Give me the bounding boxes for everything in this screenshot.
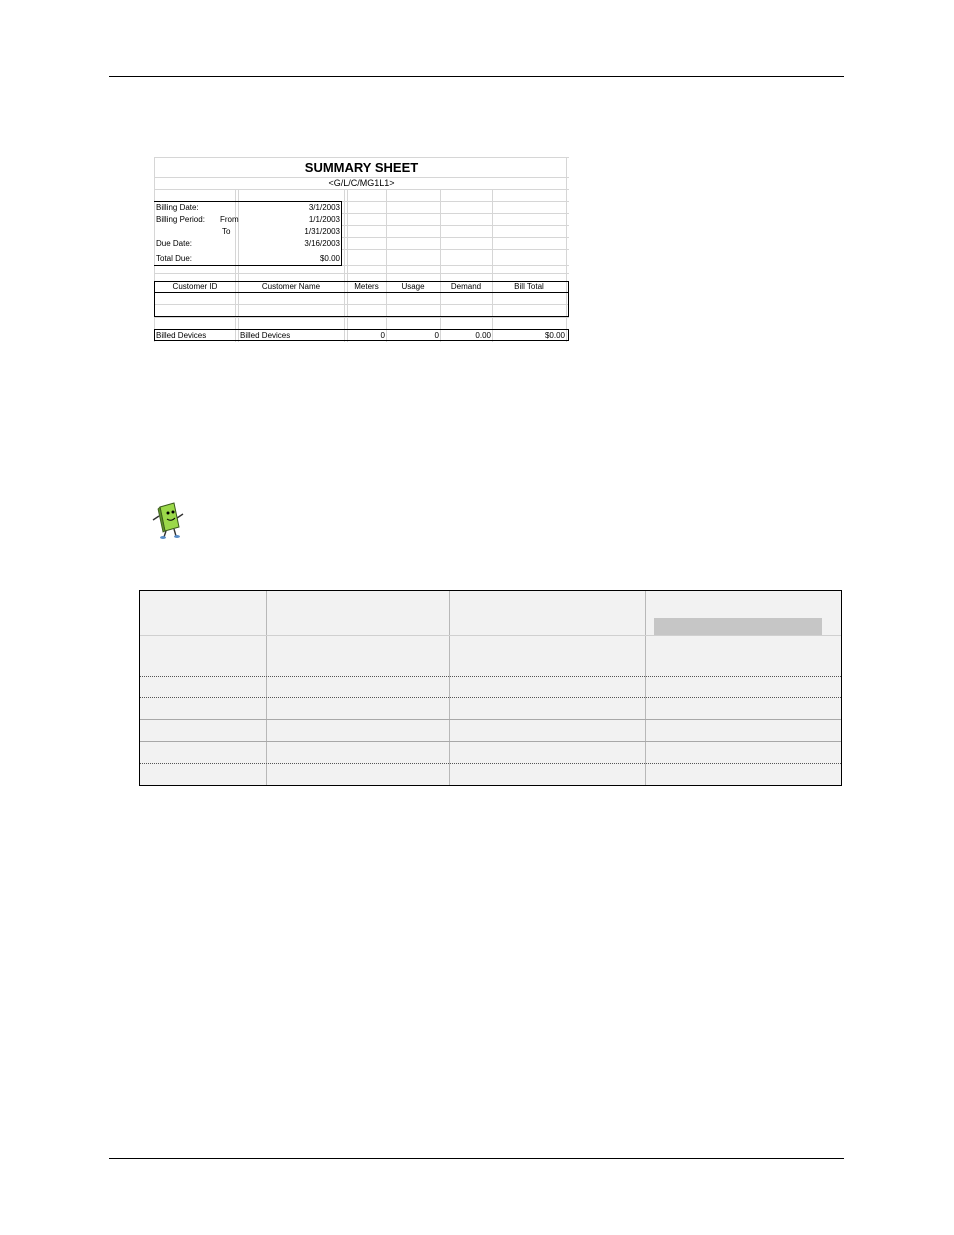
due-date-value: 3/16/2003 <box>304 239 340 248</box>
header-rule <box>109 76 844 77</box>
to-label: To <box>222 227 231 236</box>
from-value: 1/1/2003 <box>308 215 340 224</box>
billing-period-label: Billing Period: <box>156 215 205 224</box>
totals-bill-total: $0.00 <box>544 331 565 340</box>
column-header-meters: Meters <box>354 282 379 291</box>
due-date-label: Due Date: <box>156 239 193 248</box>
totals-usage: 0 <box>434 331 439 340</box>
table-row-divider <box>140 697 841 698</box>
table-column-divider <box>266 591 267 785</box>
totals-row-label-2: Billed Devices <box>240 331 291 340</box>
table-row-divider <box>140 719 841 720</box>
empty-table <box>139 590 842 786</box>
table-row-divider <box>140 763 841 764</box>
table-column-divider <box>645 591 646 785</box>
column-header-demand: Demand <box>450 282 482 291</box>
table-column-divider <box>449 591 450 785</box>
table-row-divider <box>140 676 841 677</box>
summary-sheet-image <box>154 157 569 342</box>
billing-date-label: Billing Date: <box>156 203 199 212</box>
to-value: 1/31/2003 <box>304 227 340 236</box>
from-label: From <box>220 215 239 224</box>
totals-row-label-1: Billed Devices <box>156 331 207 340</box>
note-book-character-icon <box>150 500 186 540</box>
column-header-bill-total: Bill Total <box>514 282 544 291</box>
table-highlight-bar <box>654 618 822 635</box>
column-header-customer-name: Customer Name <box>261 282 321 291</box>
sheet-title: SUMMARY SHEET <box>304 160 419 175</box>
totals-demand: 0.00 <box>475 331 491 340</box>
footer-rule <box>109 1158 844 1159</box>
table-row-divider <box>140 635 841 636</box>
billing-date-value: 3/1/2003 <box>308 203 340 212</box>
total-due-label: Total Due: <box>156 254 193 263</box>
total-due-value: $0.00 <box>319 254 340 263</box>
sheet-subtitle: <G/L/C/MG1L1> <box>328 178 395 188</box>
table-row-divider <box>140 741 841 742</box>
column-header-usage: Usage <box>401 282 425 291</box>
column-header-customer-id: Customer ID <box>172 282 218 291</box>
totals-meters: 0 <box>380 331 385 340</box>
